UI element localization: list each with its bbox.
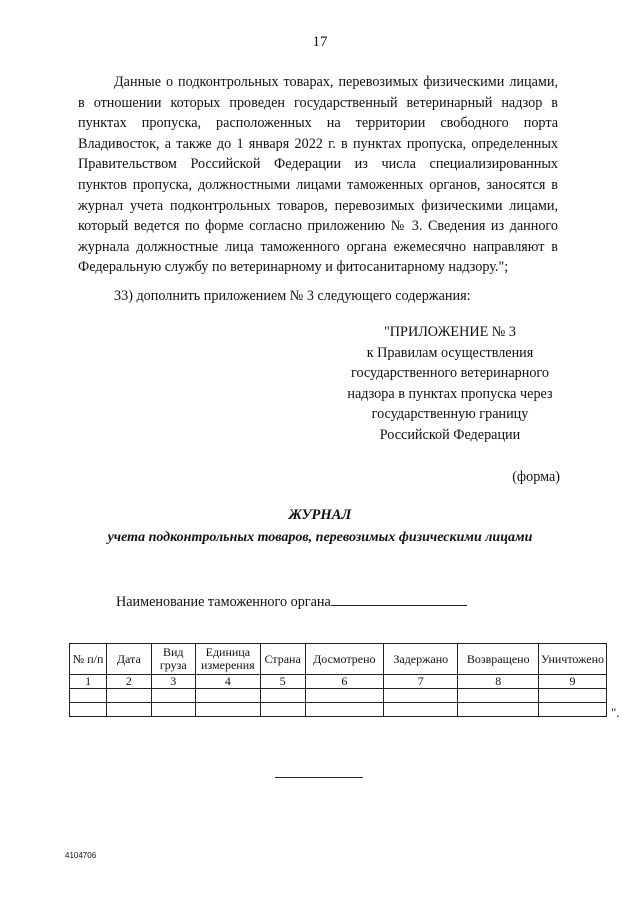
- appendix-line: "ПРИЛОЖЕНИЕ № 3: [384, 324, 516, 340]
- number-cell: 9: [539, 675, 607, 689]
- empty-cell: [260, 689, 305, 703]
- number-cell: 6: [305, 675, 384, 689]
- customs-authority-label: Наименование таможенного органа: [116, 594, 331, 610]
- header-cell: Страна: [260, 644, 305, 675]
- empty-cell: [458, 689, 539, 703]
- journal-title: ЖУРНАЛ: [288, 507, 352, 523]
- appendix-line: Российской Федерации: [379, 426, 521, 443]
- journal-subtitle: учета подконтрольных товаров, перевозимых физическими лицами: [107, 530, 533, 545]
- appendix-line: государственного ветеринарного: [351, 365, 549, 382]
- document-code: 4104706: [65, 851, 97, 860]
- number-cell: 8: [458, 675, 539, 689]
- empty-cell: [384, 689, 458, 703]
- table-row: [70, 703, 607, 717]
- empty-cell: [107, 689, 151, 703]
- empty-cell: [305, 689, 384, 703]
- table-header-row: [70, 644, 607, 675]
- appendix-line: надзора в пунктах пропуска через: [347, 385, 553, 402]
- header-cell: № п/п: [70, 644, 107, 675]
- header-cell: Единица измерения: [195, 644, 260, 675]
- closing-quote: ".: [611, 705, 620, 720]
- appendix-line: государственную границу: [371, 406, 529, 423]
- customs-authority-blank: [331, 593, 467, 606]
- paragraph-customs-records: Данные о подконтрольных товарах, перевозимых физическими лицами, в отношении которых проведен государственный ветеринарный надзор в пунктах пропуска, расположенных на территории свободного порта Владивосток, а также до 1 января 2022 г. в пунктах пропуска, определенных Правительством Российской Федерации из числа специализированных пунктов пропуска, должностными лицами таможенных органов, заносятся в журнал учета подконтрольных товаров, перевозимых физическими лицами, который ведется по форме согласно приложению № 3. Сведения из данного журнала должностные лица таможенного органа ежемесячно направляют в Федеральную службу по ветеринарному и фитосанитарному надзору.";: [78, 74, 558, 276]
- header-cell: Дата: [107, 644, 151, 675]
- footer-rule: [275, 777, 363, 778]
- paragraph-amendment: 33) дополнить приложением № 3 следующего содержания:: [114, 288, 471, 304]
- empty-cell: [70, 689, 107, 703]
- table-number-row: [70, 675, 607, 689]
- empty-cell: [458, 703, 539, 717]
- page-number: 17: [312, 34, 328, 50]
- empty-cell: [539, 703, 607, 717]
- number-cell: 3: [151, 675, 195, 689]
- empty-cell: [260, 703, 305, 717]
- empty-cell: [151, 703, 195, 717]
- number-cell: 7: [384, 675, 458, 689]
- empty-cell: [151, 689, 195, 703]
- empty-cell: [305, 703, 384, 717]
- empty-cell: [384, 703, 458, 717]
- header-cell: Задержано: [384, 644, 458, 675]
- empty-cell: [70, 703, 107, 717]
- appendix-line: к Правилам осуществления: [366, 344, 534, 361]
- number-cell: 2: [107, 675, 151, 689]
- empty-cell: [539, 689, 607, 703]
- header-cell: Вид груза: [151, 644, 195, 675]
- header-cell: Уничтожено: [539, 644, 607, 675]
- table-row: [70, 689, 607, 703]
- number-cell: 1: [70, 675, 107, 689]
- header-cell: Возвращено: [458, 644, 539, 675]
- customs-authority-line: [116, 593, 467, 611]
- empty-cell: [195, 703, 260, 717]
- journal-table: [69, 643, 607, 717]
- form-label: (форма): [512, 469, 560, 485]
- empty-cell: [195, 689, 260, 703]
- empty-cell: [107, 703, 151, 717]
- appendix-header: [320, 322, 580, 446]
- number-cell: 5: [260, 675, 305, 689]
- header-cell: Досмотрено: [305, 644, 384, 675]
- number-cell: 4: [195, 675, 260, 689]
